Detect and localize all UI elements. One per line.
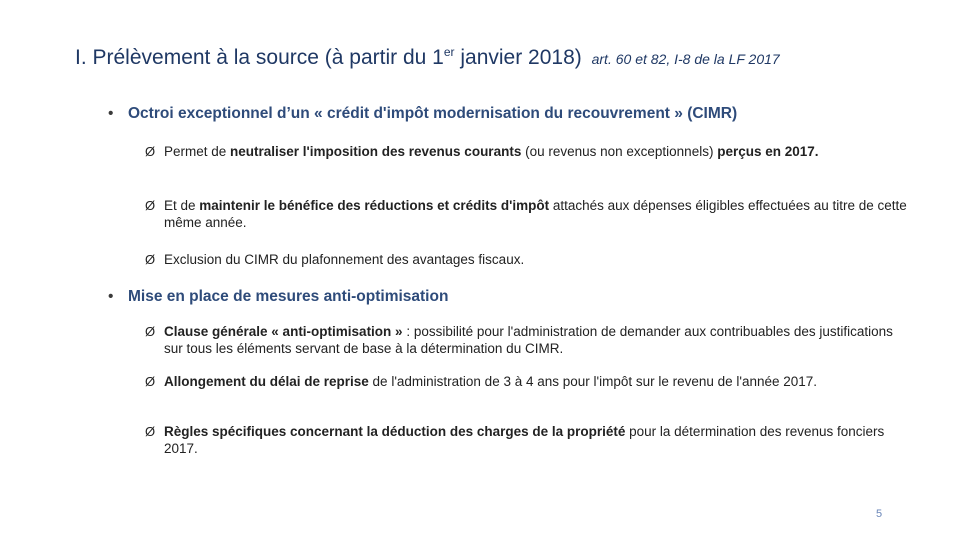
item-text: (ou revenus non exceptionnels) bbox=[521, 144, 718, 159]
slide-title bbox=[75, 38, 935, 73]
item-text: attachés aux dépenses éligibles effectuées au titre de cette même année. bbox=[164, 198, 907, 230]
arrow-bullet-icon: Ø bbox=[145, 252, 156, 267]
page-number: 5 bbox=[876, 508, 883, 520]
item-text-bold: Allongement du délai de reprise bbox=[164, 374, 369, 389]
item-text: de l'administration de 3 à 4 ans pour l'impôt sur le revenu de l'année 2017. bbox=[368, 374, 818, 389]
list-item bbox=[145, 323, 909, 357]
item-text: : possibilité pour l'administration de demander aux contribuables des justifications sur tous les éléments servant de base à la détermination du CIMR. bbox=[164, 324, 893, 356]
title-main-b: janvier 2018) bbox=[454, 46, 582, 69]
bullet-icon: • bbox=[108, 105, 114, 122]
section-heading-anti-optimisation bbox=[108, 288, 448, 306]
bullet-icon: • bbox=[108, 288, 114, 305]
item-text: pour la détermination des revenus fonciers 2017. bbox=[164, 424, 885, 456]
list-item bbox=[145, 373, 909, 390]
section-heading-cimr bbox=[108, 105, 737, 123]
arrow-bullet-icon: Ø bbox=[145, 198, 156, 213]
item-text: Et de bbox=[164, 198, 200, 213]
title-superscript: er bbox=[443, 45, 455, 59]
item-text-bold: neutraliser l'imposition des revenus courants bbox=[230, 144, 522, 159]
list-item bbox=[145, 197, 909, 231]
arrow-bullet-icon: Ø bbox=[145, 374, 156, 389]
item-text: Exclusion du CIMR du plafonnement des avantages fiscaux. bbox=[164, 252, 525, 267]
title-legal-reference: art. 60 et 82, I-8 de la LF 2017 bbox=[591, 51, 780, 67]
arrow-bullet-icon: Ø bbox=[145, 424, 156, 439]
item-text-bold: perçus en 2017. bbox=[717, 144, 819, 159]
item-text-bold: maintenir le bénéfice des réductions et crédits d'impôt bbox=[199, 198, 550, 213]
item-text-bold: Règles spécifiques concernant la déduction des charges de la propriété bbox=[164, 424, 626, 439]
item-text: Permet de bbox=[164, 144, 231, 159]
list-item bbox=[145, 423, 909, 457]
arrow-bullet-icon: Ø bbox=[145, 324, 156, 339]
list-item bbox=[145, 251, 909, 268]
arrow-bullet-icon: Ø bbox=[145, 144, 156, 159]
item-text-bold: Clause générale « anti-optimisation » bbox=[164, 324, 403, 339]
section-heading-text: Mise en place de mesures anti-optimisation bbox=[128, 288, 449, 305]
title-main-a: I. Prélèvement à la source (à partir du 1 bbox=[75, 46, 444, 69]
section-heading-text: Octroi exceptionnel d’un « crédit d'impôt modernisation du recouvrement » (CIMR) bbox=[128, 105, 738, 122]
list-item bbox=[145, 143, 909, 160]
